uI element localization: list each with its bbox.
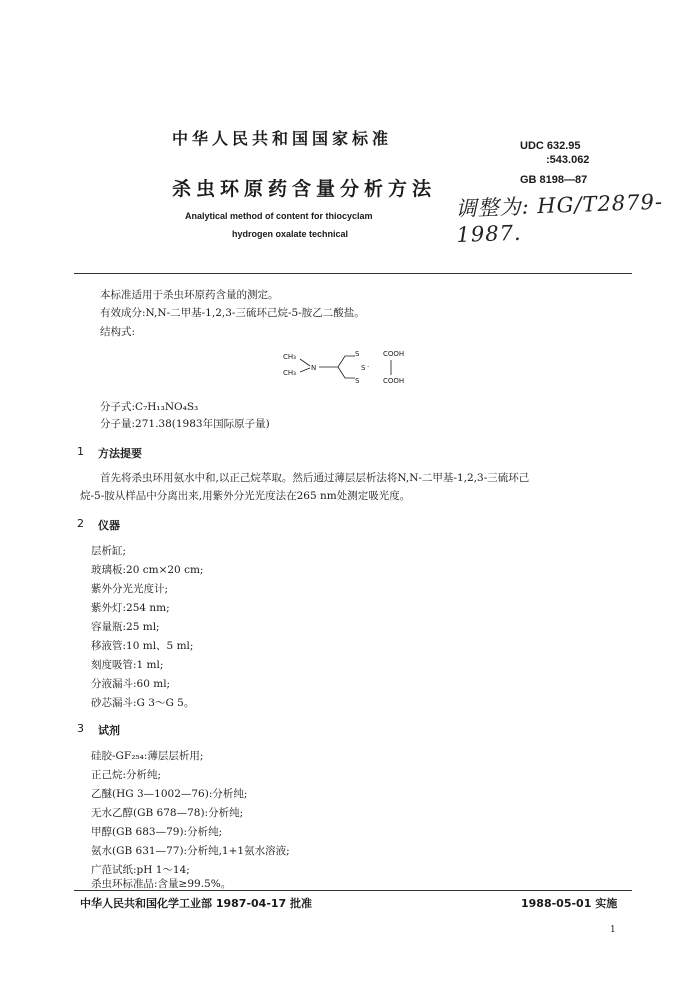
structure-label: 结构式: [100,326,136,338]
reagent-item: 无水乙醇(GB 678—78):分析纯; [91,807,244,819]
gb-code: GB 8198—87 [520,174,588,186]
molecular-weight: 分子量:271.38(1983年国际原子量) [100,418,270,430]
bond-ch3-n-bottom [300,368,310,372]
ring-lower-bond [338,367,355,378]
ring-upper-bond [338,356,355,367]
udc-code-line2: :543.062 [546,154,590,166]
cooh-top-label: COOH [383,350,405,358]
reagent-item: 正己烷:分析纯; [91,769,162,781]
n-atom: N [311,364,317,372]
document-title-en-line2: hydrogen oxalate technical [232,229,349,239]
cooh-bottom-label: COOH [383,377,405,385]
page-number: 1 [610,925,616,935]
apparatus-item: 玻璃板:20 cm×20 cm; [91,564,204,576]
section-3-heading: 试剂 [98,724,120,737]
udc-code-line1: UDC 632.95 [520,140,581,152]
section-1-number: 1 [77,445,84,458]
molecular-formula: 分子式:C₇H₁₃NO₄S₃ [100,401,199,413]
approval-line: 中华人民共和国化学工业部 1987-04-17 批准 [80,897,313,910]
apparatus-item: 容量瓶:25 ml; [91,621,160,633]
s-bottom-atom: S [355,377,360,385]
reagent-item: 杀虫环标准品:含量≥99.5%。 [91,878,232,890]
reagent-item: 乙醚(HG 3—1002—76):分析纯; [91,788,248,800]
section-1-body-line2: 烷-5-胺从样品中分离出来,用紫外分光光度法在265 nm处测定吸光度。 [80,490,411,502]
section-2-heading: 仪器 [98,519,120,532]
ch3-bottom-label: CH₃ [283,369,296,377]
header-divider [74,273,632,274]
apparatus-item: 层析缸; [91,545,127,557]
section-1-body-line1: 首先将杀虫环用氨水中和,以正己烷萃取。然后通过薄层层析法将N,N-二甲基-1,2,3-三硫环己 [100,472,530,484]
apparatus-item: 分液漏斗:60 ml; [91,678,171,690]
national-standard-heading: 中华人民共和国国家标准 [172,129,393,148]
structural-formula [283,343,423,389]
s-top-atom: S [355,350,360,358]
apparatus-item: 移液管:10 ml、5 ml; [91,640,194,652]
apparatus-item: 紫外分光光度计; [91,583,169,595]
reagent-item: 氨水(GB 631—77):分析纯,1+1氨水溶液; [91,845,290,857]
section-1-heading: 方法提要 [98,447,142,460]
footer-divider [74,890,632,891]
section-3-number: 3 [77,722,84,735]
scope-text: 本标准适用于杀虫环原药含量的测定。 [100,289,279,301]
apparatus-item: 刻度吸管:1 ml; [91,659,164,671]
salt-dot: · [367,363,370,371]
apparatus-item: 紫外灯:254 nm; [91,602,170,614]
ch3-top-label: CH₃ [283,353,296,361]
document-title-cn: 杀虫环原药含量分析方法 [172,178,437,200]
reagent-item: 甲醇(GB 683—79):分析纯; [91,826,223,838]
handwritten-annotation: 调整为: HG/T2879-1987. [455,189,664,247]
apparatus-item: 砂芯漏斗:G 3～G 5。 [91,697,195,709]
reagent-item: 硅胶-GF₂₅₄:薄层层析用; [91,750,204,762]
bond-ch3-n-top [300,359,310,366]
active-ingredient-text: 有效成分:N,N-二甲基-1,2,3-三硫环己烷-5-胺乙二酸盐。 [100,307,365,319]
effective-date-line: 1988-05-01 实施 [521,897,618,910]
section-2-number: 2 [77,517,84,530]
reagent-item: 广范试纸:pH 1～14; [91,864,190,876]
s-middle-atom: S [361,364,366,372]
document-title-en-line1: Analytical method of content for thiocyclam [185,211,373,221]
